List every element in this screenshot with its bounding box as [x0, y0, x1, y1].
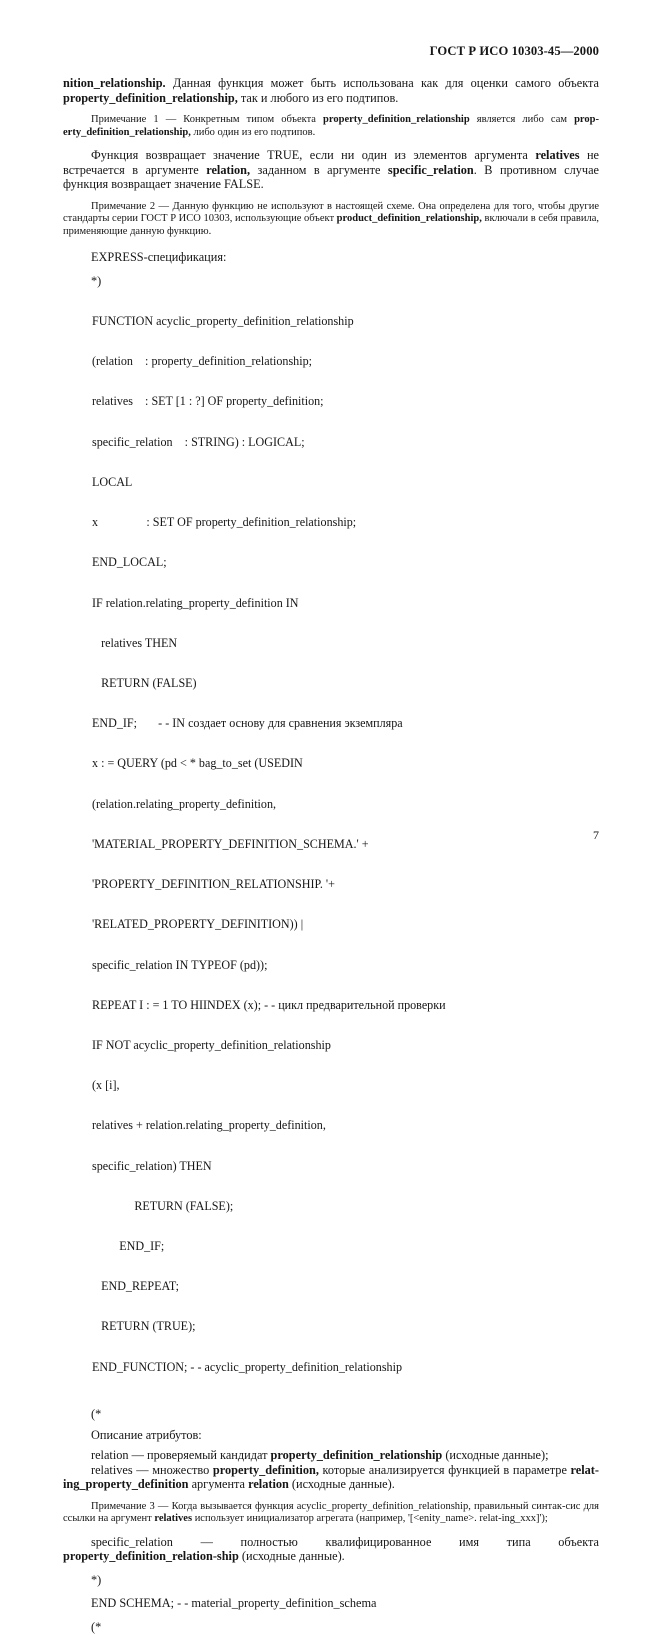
end-close-marker: (* [91, 1620, 102, 1635]
code-line: END_LOCAL; [92, 555, 167, 570]
text: . В противном случае функция возвращает значение FALSE. [63, 162, 599, 192]
text: не встречается в аргументе [63, 148, 599, 177]
code-line: FUNCTION acyclic_property_definition_relationship [92, 314, 354, 328]
returns-paragraph [63, 148, 599, 192]
text: Примечание 3 — Когда вызывается функция acyclic_property_definition_relationship, правильный синтак-сис для ссылки на аргумент [63, 1500, 599, 1525]
attr-relation [63, 1448, 599, 1463]
code-line: relatives : SET [1 : ?] OF property_definition; [92, 394, 324, 409]
code-line: specific_relation : STRING) : LOGICAL; [92, 434, 305, 449]
text: Примечание 1 — Конкретным типом объекта [91, 114, 324, 126]
code-line: IF NOT acyclic_property_definition_relationship [92, 1037, 331, 1052]
code-close-marker: (* [91, 1406, 102, 1421]
text: Примечание 2 — Данную функцию не используют в настоящей схеме. Она определена для того, чтобы другие стандарты серии ГОСТ Р ИСО 10303, использующие объект [63, 200, 599, 225]
text: аргумента [188, 1477, 249, 1492]
term: property_definition_relationship, [63, 90, 238, 105]
end-schema-line: END SCHEMA; - - material_property_definition_schema [91, 1596, 377, 1611]
code-line: RETURN (FALSE); [92, 1198, 234, 1213]
code-line: x : SET OF property_definition_relationship; [92, 515, 357, 530]
code-line: IF relation.relating_property_definition IN [92, 595, 299, 610]
term: relation [248, 1477, 289, 1492]
term: product_definition_relationship, [336, 213, 482, 225]
term: relation, [206, 162, 251, 177]
code-line: relatives + relation.relating_property_definition, [92, 1118, 326, 1133]
term: relatives [154, 1513, 193, 1525]
text: specific_relation — полностью квалифицированное имя типа объекта [91, 1534, 599, 1549]
code-line: END_IF; [92, 1239, 165, 1254]
code-line: specific_relation IN TYPEOF (pd)); [92, 957, 268, 972]
text: Данная функция может быть использована как для оценки самого объекта [165, 76, 599, 90]
text: которые анализируется функцией в параметре [318, 1462, 571, 1477]
note-3 [63, 1501, 599, 1526]
code-line: END_IF; - - IN создает основу для сравнения экземпляра [92, 716, 403, 731]
text: (исходные данные). [238, 1549, 345, 1564]
express-code-block [63, 288, 599, 1401]
code-line: RETURN (FALSE) [92, 675, 197, 690]
page-number: 7 [593, 828, 599, 842]
text: Функция возвращает значение TRUE, если ни один из элементов аргумента [91, 148, 536, 162]
intro-paragraph [63, 76, 599, 105]
code-line: (x [i], [92, 1078, 120, 1093]
code-line: specific_relation) THEN [92, 1158, 212, 1173]
code-line: 'RELATED_PROPERTY_DEFINITION)) | [92, 917, 304, 932]
text: так и любого из его подтипов. [237, 90, 399, 105]
note-1 [63, 114, 599, 139]
term: property_definition_relationship [270, 1448, 443, 1463]
code-line: END_FUNCTION; - - acyclic_property_definition_relationship [92, 1359, 402, 1374]
text: включали в себя правила, применяющие данную функцию. [63, 213, 599, 237]
term: property_definition_relationship [323, 114, 470, 126]
term: relat-ing_property_definition [63, 1462, 599, 1492]
code-line: RETURN (TRUE); [92, 1319, 196, 1334]
attributes-title: Описание атрибутов: [91, 1427, 202, 1442]
text: (исходные данные); [442, 1448, 549, 1463]
code-line: x : = QUERY (pd < * bag_to_set (USEDIN [92, 756, 303, 771]
term: property_definition, [212, 1462, 319, 1477]
code-line: 'MATERIAL_PROPERTY_DEFINITION_SCHEMA.' + [92, 836, 369, 851]
text: relatives — множество [91, 1462, 213, 1477]
express-label: EXPRESS-спецификация: [91, 250, 227, 264]
code-line: LOCAL [92, 474, 133, 489]
code-line: (relation : property_definition_relationship; [92, 354, 312, 369]
attr-specific-relation [63, 1535, 599, 1564]
code-line: (relation.relating_property_definition, [92, 796, 277, 811]
end-open-marker: *) [91, 1572, 102, 1587]
code-line: END_REPEAT; [92, 1279, 180, 1294]
term: nition_relationship. [63, 76, 166, 90]
code-open-marker: *) [91, 273, 102, 288]
note-2 [63, 201, 599, 238]
text: заданном в аргументе [250, 162, 388, 177]
term: property_definition_relation-ship [63, 1549, 239, 1564]
code-line: REPEAT I : = 1 TO HIINDEX (x); - - цикл предварительной проверки [92, 997, 446, 1012]
text: либо один из его подтипов. [190, 126, 316, 138]
code-line: 'PROPERTY_DEFINITION_RELATIONSHIP. '+ [92, 877, 335, 892]
text: relation — проверяемый кандидат [91, 1448, 271, 1463]
page-header: ГОСТ Р ИСО 10303-45—2000 [429, 44, 599, 58]
text: использует инициализатор агрегата (например, '[<enity_name>. relat-ing_xxx]'); [192, 1513, 548, 1525]
text: является либо сам [469, 114, 575, 126]
term: prop-erty_definition_relationship, [63, 114, 599, 138]
text: (исходные данные). [288, 1477, 395, 1492]
term: specific_relation [387, 162, 474, 177]
code-line: relatives THEN [92, 635, 178, 650]
attr-relatives [63, 1463, 599, 1492]
term: relatives [535, 148, 580, 162]
